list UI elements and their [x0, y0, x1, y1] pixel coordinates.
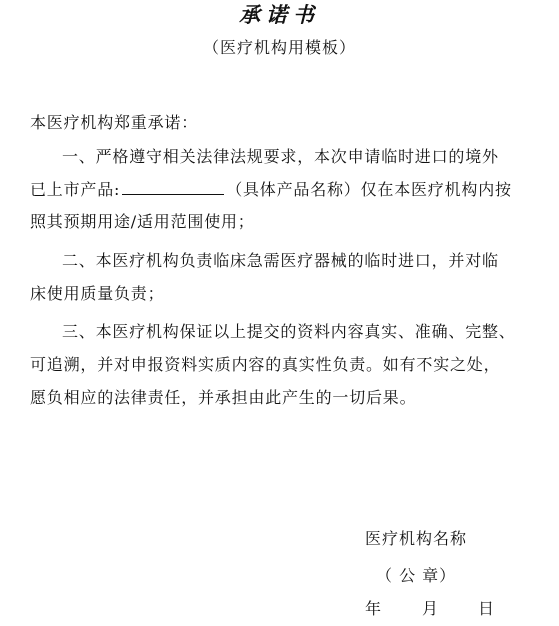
clause1-line3: 照其预期用途/适用范围使用； — [30, 212, 255, 231]
clause2-line1: 二、本医疗机构负责临床急需医疗器械的临时进口，并对临 — [62, 251, 499, 270]
clause1-line2-prefix: 已上市产品: — [30, 180, 121, 199]
clause1-line2-suffix: （具体产品名称）仅在本医疗机构内按 — [226, 180, 512, 199]
signature-day: 日 — [478, 599, 496, 618]
clause1-line2 — [30, 178, 512, 201]
signature-year: 年 — [365, 599, 383, 618]
clause3-line1: 三、本医疗机构保证以上提交的资料内容真实、准确、完整、 — [62, 322, 516, 341]
signature-month: 月 — [422, 599, 440, 618]
clause2-line2: 床使用质量负责； — [30, 284, 165, 303]
clause1-line1: 一、严格遵守相关法律法规要求，本次申请临时进口的境外 — [62, 147, 499, 166]
clause3-line2: 可追溯，并对申报资料实质内容的真实性负责。如有不实之处， — [30, 355, 501, 374]
document-subtitle: （医疗机构用模板） — [202, 38, 356, 57]
document-title: 承诺书 — [239, 2, 320, 27]
greeting-text: 本医疗机构郑重承诺： — [30, 113, 199, 132]
signature-seal: （ 公 章） — [376, 566, 457, 585]
clause3-line3: 愿负相应的法律责任，并承担由此产生的一切后果。 — [30, 388, 417, 407]
product-name-blank — [122, 178, 224, 195]
signature-org-name: 医疗机构名称 — [365, 529, 468, 548]
